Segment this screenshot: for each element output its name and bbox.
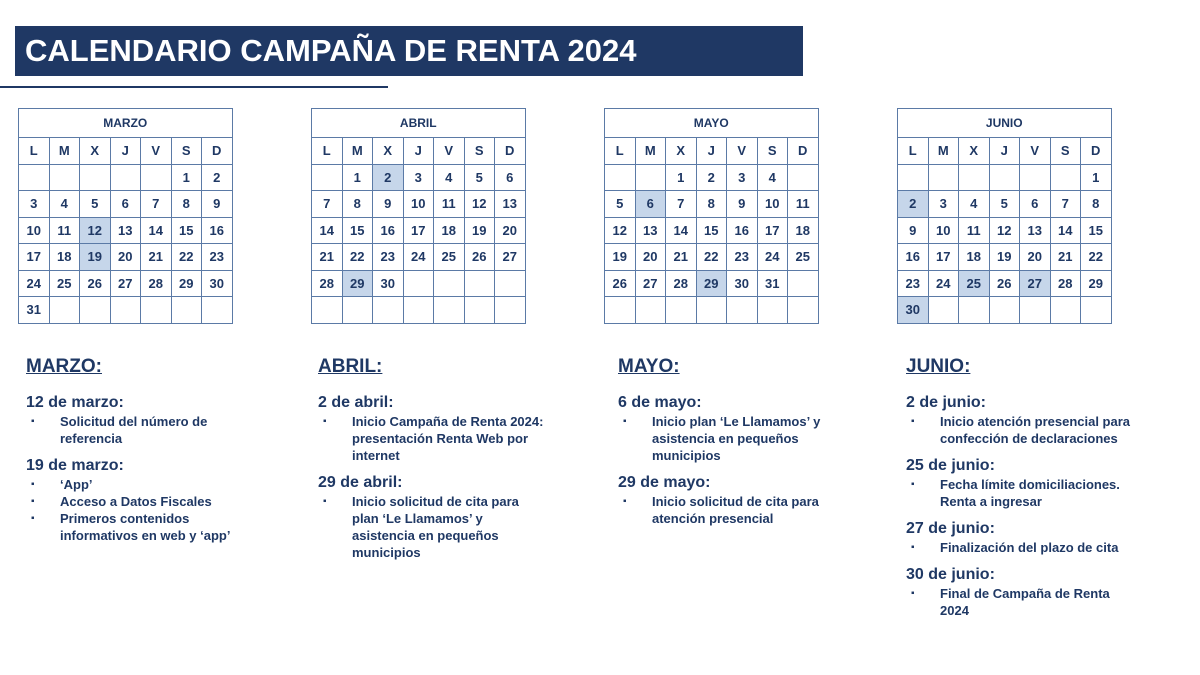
day-cell: 14 <box>141 217 172 244</box>
day-cell: 17 <box>757 217 788 244</box>
day-cell: 18 <box>959 244 990 271</box>
weekday-label: L <box>312 138 343 165</box>
empty-day-cell <box>959 164 990 191</box>
weekday-label: D <box>202 138 233 165</box>
event-date: 27 de junio: <box>906 520 995 537</box>
weekday-label: J <box>403 138 434 165</box>
empty-day-cell <box>1081 297 1112 324</box>
weekday-label: X <box>80 138 111 165</box>
event-entry <box>906 457 1136 510</box>
weekday-label: M <box>635 138 666 165</box>
day-cell: 12 <box>605 217 636 244</box>
empty-day-cell <box>464 270 495 297</box>
weekday-label: S <box>1050 138 1081 165</box>
event-date: 2 de junio: <box>906 394 986 411</box>
day-cell: 3 <box>928 191 959 218</box>
empty-day-cell <box>989 297 1020 324</box>
empty-day-cell <box>49 164 80 191</box>
event-bullet: ▪ Final de Campaña de Renta 2024 <box>906 585 1136 619</box>
empty-day-cell <box>788 297 819 324</box>
event-entry <box>318 474 548 561</box>
calendar-mayo <box>604 108 819 324</box>
day-cell: 15 <box>171 217 202 244</box>
event-entry <box>906 394 1136 447</box>
day-cell: 4 <box>434 164 465 191</box>
day-cell: 1 <box>666 164 697 191</box>
day-cell: 9 <box>202 191 233 218</box>
day-cell: 25 <box>434 244 465 271</box>
empty-day-cell <box>605 164 636 191</box>
weekday-label: S <box>171 138 202 165</box>
empty-day-cell <box>1050 297 1081 324</box>
day-cell: 9 <box>898 217 929 244</box>
event-date: 25 de junio: <box>906 457 995 474</box>
empty-day-cell <box>49 297 80 324</box>
day-cell: 7 <box>141 191 172 218</box>
day-cell: 9 <box>727 191 758 218</box>
day-cell: 8 <box>696 191 727 218</box>
day-cell: 25 <box>49 270 80 297</box>
day-cell: 14 <box>312 217 343 244</box>
empty-day-cell <box>928 297 959 324</box>
month-heading: MARZO: <box>26 356 102 377</box>
empty-day-cell <box>141 297 172 324</box>
empty-day-cell <box>696 297 727 324</box>
day-cell: 18 <box>788 217 819 244</box>
day-cell: 21 <box>666 244 697 271</box>
day-cell: 8 <box>171 191 202 218</box>
weekday-label: M <box>49 138 80 165</box>
event-date: 29 de abril: <box>318 474 403 491</box>
empty-day-cell <box>19 164 50 191</box>
event-bullets <box>26 476 256 544</box>
month-name: JUNIO <box>898 109 1112 138</box>
empty-day-cell <box>788 270 819 297</box>
empty-day-cell <box>898 164 929 191</box>
weekday-label: S <box>757 138 788 165</box>
empty-day-cell <box>788 164 819 191</box>
day-cell: 8 <box>342 191 373 218</box>
event-entry <box>618 474 848 527</box>
day-cell: 19 <box>989 244 1020 271</box>
event-date: 2 de abril: <box>318 394 394 411</box>
empty-day-cell <box>605 297 636 324</box>
page-title: CALENDARIO CAMPAÑA DE RENTA 2024 <box>15 26 803 76</box>
day-cell: 25 <box>959 270 990 297</box>
day-cell: 3 <box>403 164 434 191</box>
day-cell: 16 <box>898 244 929 271</box>
day-cell: 3 <box>19 191 50 218</box>
event-bullet: ▪ Inicio solicitud de cita para atención presencial <box>618 493 848 527</box>
day-cell: 23 <box>898 270 929 297</box>
empty-day-cell <box>403 297 434 324</box>
day-cell: 22 <box>171 244 202 271</box>
month-name: ABRIL <box>312 109 526 138</box>
day-cell: 13 <box>110 217 141 244</box>
empty-day-cell <box>928 164 959 191</box>
day-cell: 14 <box>1050 217 1081 244</box>
day-cell: 26 <box>605 270 636 297</box>
weekday-label: L <box>605 138 636 165</box>
event-bullets <box>618 493 848 527</box>
day-cell: 2 <box>898 191 929 218</box>
day-cell: 30 <box>898 297 929 324</box>
empty-day-cell <box>141 164 172 191</box>
day-cell: 17 <box>19 244 50 271</box>
empty-day-cell <box>757 297 788 324</box>
day-cell: 29 <box>696 270 727 297</box>
day-cell: 20 <box>1020 244 1051 271</box>
day-cell: 1 <box>1081 164 1112 191</box>
event-bullet: ▪ ‘App’ <box>26 476 256 493</box>
events-junio <box>906 356 1136 629</box>
event-entry <box>26 457 256 544</box>
day-cell: 4 <box>757 164 788 191</box>
event-bullets <box>318 493 548 561</box>
day-cell: 11 <box>788 191 819 218</box>
day-cell: 21 <box>1050 244 1081 271</box>
day-cell: 15 <box>342 217 373 244</box>
day-cell: 31 <box>19 297 50 324</box>
day-cell: 16 <box>727 217 758 244</box>
empty-day-cell <box>312 164 343 191</box>
day-cell: 5 <box>989 191 1020 218</box>
event-bullet: ▪ Inicio atención presencial para confección de declaraciones <box>906 413 1136 447</box>
day-cell: 6 <box>1020 191 1051 218</box>
weekday-label: M <box>342 138 373 165</box>
day-cell: 13 <box>1020 217 1051 244</box>
day-cell: 30 <box>373 270 404 297</box>
day-cell: 1 <box>342 164 373 191</box>
weekday-label: X <box>666 138 697 165</box>
day-cell: 22 <box>1081 244 1112 271</box>
day-cell: 18 <box>434 217 465 244</box>
empty-day-cell <box>495 270 526 297</box>
day-cell: 12 <box>989 217 1020 244</box>
weekday-label: D <box>1081 138 1112 165</box>
day-cell: 21 <box>312 244 343 271</box>
empty-day-cell <box>464 297 495 324</box>
day-cell: 6 <box>110 191 141 218</box>
event-entry <box>906 520 1136 556</box>
weekday-label: V <box>434 138 465 165</box>
day-cell: 26 <box>989 270 1020 297</box>
day-cell: 17 <box>403 217 434 244</box>
event-bullet: ▪ Inicio plan ‘Le Llamamos’ y asistencia en pequeños municipios <box>618 413 848 464</box>
month-heading: MAYO: <box>618 356 680 377</box>
day-cell: 23 <box>727 244 758 271</box>
day-cell: 28 <box>1050 270 1081 297</box>
day-cell: 2 <box>696 164 727 191</box>
day-cell: 16 <box>202 217 233 244</box>
empty-day-cell <box>312 297 343 324</box>
day-cell: 27 <box>495 244 526 271</box>
day-cell: 4 <box>49 191 80 218</box>
day-cell: 10 <box>403 191 434 218</box>
day-cell: 27 <box>635 270 666 297</box>
event-bullet: ▪ Finalización del plazo de cita <box>906 539 1136 556</box>
day-cell: 15 <box>696 217 727 244</box>
weekday-label: J <box>696 138 727 165</box>
month-heading: JUNIO: <box>906 356 971 377</box>
event-bullet: ▪ Primeros contenidos informativos en web y ‘app’ <box>26 510 256 544</box>
event-bullets <box>26 413 256 447</box>
weekday-label: J <box>989 138 1020 165</box>
empty-day-cell <box>666 297 697 324</box>
day-cell: 28 <box>312 270 343 297</box>
empty-day-cell <box>434 297 465 324</box>
day-cell: 19 <box>605 244 636 271</box>
empty-day-cell <box>635 297 666 324</box>
event-bullets <box>906 476 1136 510</box>
day-cell: 10 <box>757 191 788 218</box>
day-cell: 9 <box>373 191 404 218</box>
day-cell: 10 <box>928 217 959 244</box>
empty-day-cell <box>80 297 111 324</box>
day-cell: 28 <box>141 270 172 297</box>
empty-day-cell <box>495 297 526 324</box>
event-date: 29 de mayo: <box>618 474 711 491</box>
empty-day-cell <box>373 297 404 324</box>
day-cell: 20 <box>110 244 141 271</box>
day-cell: 27 <box>110 270 141 297</box>
events-mayo <box>618 356 848 537</box>
weekday-label: D <box>788 138 819 165</box>
day-cell: 23 <box>202 244 233 271</box>
empty-day-cell <box>110 297 141 324</box>
weekday-label: X <box>373 138 404 165</box>
day-cell: 22 <box>342 244 373 271</box>
weekday-label: L <box>898 138 929 165</box>
event-date: 19 de marzo: <box>26 457 124 474</box>
empty-day-cell <box>202 297 233 324</box>
event-bullets <box>906 585 1136 619</box>
empty-day-cell <box>342 297 373 324</box>
day-cell: 31 <box>757 270 788 297</box>
event-bullet: ▪ Fecha límite domiciliaciones. Renta a ingresar <box>906 476 1136 510</box>
day-cell: 24 <box>928 270 959 297</box>
weekday-label: M <box>928 138 959 165</box>
day-cell: 4 <box>959 191 990 218</box>
day-cell: 20 <box>635 244 666 271</box>
event-bullets <box>318 413 548 464</box>
empty-day-cell <box>1020 297 1051 324</box>
day-cell: 24 <box>403 244 434 271</box>
event-date: 12 de marzo: <box>26 394 124 411</box>
day-cell: 26 <box>464 244 495 271</box>
day-cell: 10 <box>19 217 50 244</box>
day-cell: 19 <box>464 217 495 244</box>
weekday-label: V <box>1020 138 1051 165</box>
weekday-label: L <box>19 138 50 165</box>
day-cell: 12 <box>464 191 495 218</box>
day-cell: 5 <box>605 191 636 218</box>
day-cell: 23 <box>373 244 404 271</box>
day-cell: 14 <box>666 217 697 244</box>
day-cell: 3 <box>727 164 758 191</box>
day-cell: 5 <box>464 164 495 191</box>
day-cell: 5 <box>80 191 111 218</box>
day-cell: 30 <box>727 270 758 297</box>
calendar-marzo <box>18 108 233 324</box>
weekday-label: J <box>110 138 141 165</box>
day-cell: 21 <box>141 244 172 271</box>
day-cell: 30 <box>202 270 233 297</box>
title-divider <box>0 86 388 88</box>
empty-day-cell <box>80 164 111 191</box>
day-cell: 11 <box>49 217 80 244</box>
event-bullets <box>618 413 848 464</box>
day-cell: 22 <box>696 244 727 271</box>
day-cell: 19 <box>80 244 111 271</box>
event-bullet: ▪ Solicitud del número de referencia <box>26 413 256 447</box>
event-entry <box>318 394 548 464</box>
weekday-label: X <box>959 138 990 165</box>
day-cell: 12 <box>80 217 111 244</box>
day-cell: 26 <box>80 270 111 297</box>
day-cell: 16 <box>373 217 404 244</box>
day-cell: 24 <box>757 244 788 271</box>
day-cell: 2 <box>373 164 404 191</box>
day-cell: 27 <box>1020 270 1051 297</box>
day-cell: 20 <box>495 217 526 244</box>
events-abril <box>318 356 548 571</box>
calendar-junio <box>897 108 1112 324</box>
day-cell: 7 <box>666 191 697 218</box>
day-cell: 29 <box>342 270 373 297</box>
day-cell: 24 <box>19 270 50 297</box>
event-date: 6 de mayo: <box>618 394 702 411</box>
empty-day-cell <box>403 270 434 297</box>
empty-day-cell <box>635 164 666 191</box>
empty-day-cell <box>110 164 141 191</box>
month-name: MARZO <box>19 109 233 138</box>
event-bullets <box>906 539 1136 556</box>
event-entry <box>26 394 256 447</box>
empty-day-cell <box>727 297 758 324</box>
day-cell: 13 <box>495 191 526 218</box>
event-bullets <box>906 413 1136 447</box>
event-bullet: ▪ Inicio Campaña de Renta 2024: presentación Renta Web por internet <box>318 413 548 464</box>
weekday-label: S <box>464 138 495 165</box>
day-cell: 6 <box>495 164 526 191</box>
empty-day-cell <box>1050 164 1081 191</box>
day-cell: 1 <box>171 164 202 191</box>
day-cell: 2 <box>202 164 233 191</box>
events-marzo <box>26 356 256 554</box>
day-cell: 8 <box>1081 191 1112 218</box>
event-bullet: ▪ Inicio solicitud de cita para plan ‘Le Llamamos’ y asistencia en pequeños municipios <box>318 493 548 561</box>
event-date: 30 de junio: <box>906 566 995 583</box>
month-name: MAYO <box>605 109 819 138</box>
day-cell: 11 <box>959 217 990 244</box>
event-entry <box>618 394 848 464</box>
day-cell: 29 <box>1081 270 1112 297</box>
empty-day-cell <box>1020 164 1051 191</box>
day-cell: 18 <box>49 244 80 271</box>
empty-day-cell <box>989 164 1020 191</box>
weekday-label: D <box>495 138 526 165</box>
month-heading: ABRIL: <box>318 356 383 377</box>
day-cell: 13 <box>635 217 666 244</box>
day-cell: 6 <box>635 191 666 218</box>
calendar-abril <box>311 108 526 324</box>
weekday-label: V <box>727 138 758 165</box>
empty-day-cell <box>959 297 990 324</box>
day-cell: 11 <box>434 191 465 218</box>
empty-day-cell <box>434 270 465 297</box>
event-bullet: ▪ Acceso a Datos Fiscales <box>26 493 256 510</box>
day-cell: 7 <box>1050 191 1081 218</box>
day-cell: 7 <box>312 191 343 218</box>
day-cell: 25 <box>788 244 819 271</box>
day-cell: 29 <box>171 270 202 297</box>
event-entry <box>906 566 1136 619</box>
day-cell: 15 <box>1081 217 1112 244</box>
day-cell: 17 <box>928 244 959 271</box>
empty-day-cell <box>171 297 202 324</box>
day-cell: 28 <box>666 270 697 297</box>
weekday-label: V <box>141 138 172 165</box>
